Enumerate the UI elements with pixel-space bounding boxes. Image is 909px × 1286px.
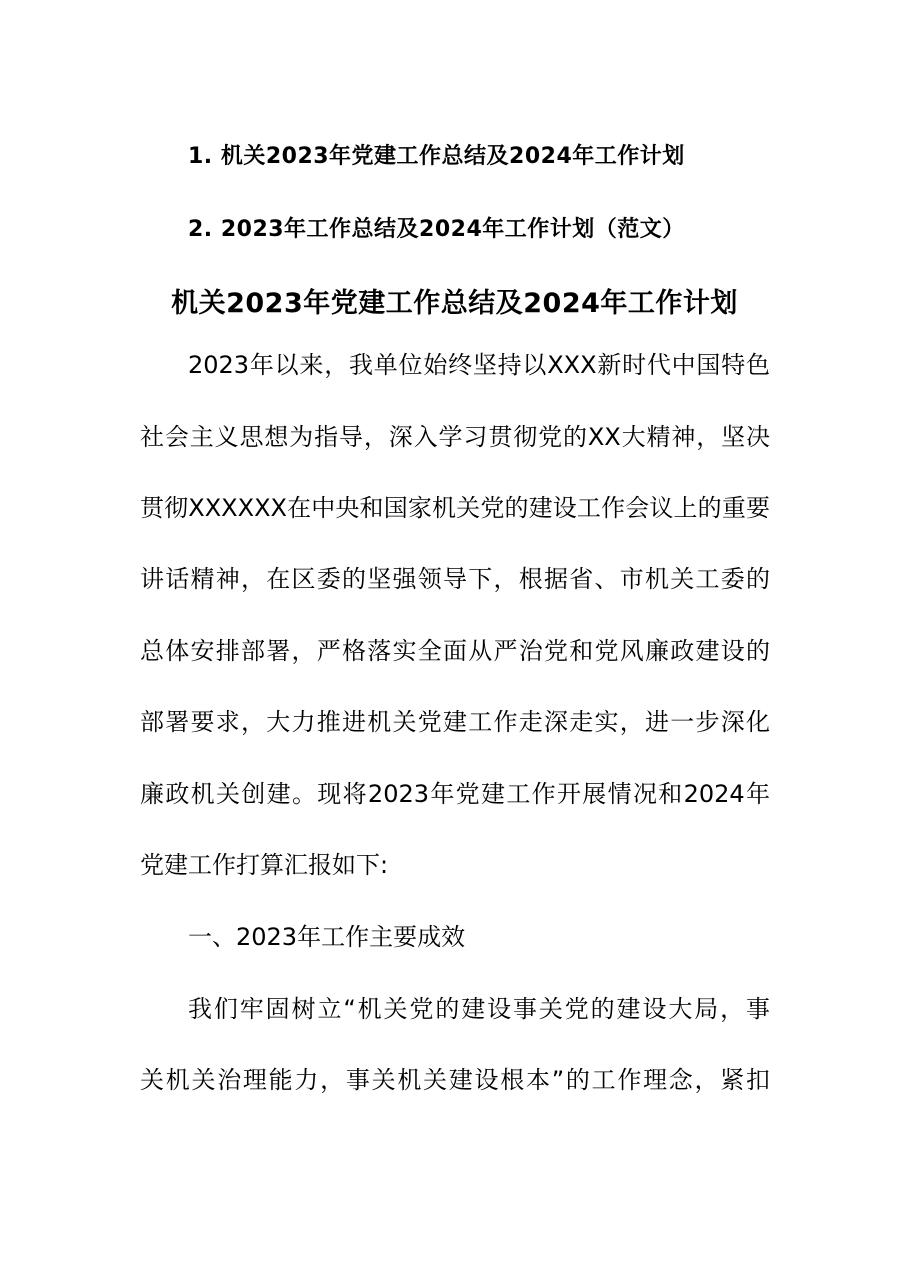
paragraph-line: 廉政机关创建。现将2023年党建工作开展情况和2024年 — [140, 780, 770, 808]
paragraph-line: 社会主义思想为指导，深入学习贯彻党的XX大精神，坚决 — [140, 423, 770, 451]
section-heading: 一、2023年工作主要成效 — [188, 923, 466, 951]
toc-item-1: 1. 机关2023年党建工作总结及2024年工作计划 — [188, 144, 685, 169]
paragraph-line: 关机关治理能力，事关机关建设根本”的工作理念，紧扣 — [140, 1066, 770, 1094]
paragraph-line: 部署要求，大力推进机关党建工作走深走实，进一步深化 — [140, 708, 770, 736]
paragraph-line: 党建工作打算汇报如下: — [140, 851, 389, 879]
paragraph-line: 讲话精神，在区委的坚强领导下，根据省、市机关工委的 — [140, 565, 770, 593]
paragraph-line: 总体安排部署，严格落实全面从严治党和党风廉政建设的 — [140, 637, 770, 665]
paragraph-line: 我们牢固树立“机关党的建设事关党的建设大局，事 — [188, 995, 770, 1023]
toc-item-2: 2. 2023年工作总结及2024年工作计划（范文） — [188, 217, 685, 242]
document-title: 机关2023年党建工作总结及2024年工作计划 — [171, 288, 738, 319]
paragraph-line: 贯彻XXXXXX在中央和国家机关党的建设工作会议上的重要 — [140, 494, 770, 522]
paragraph-line: 2023年以来，我单位始终坚持以XXX新时代中国特色 — [188, 351, 770, 379]
